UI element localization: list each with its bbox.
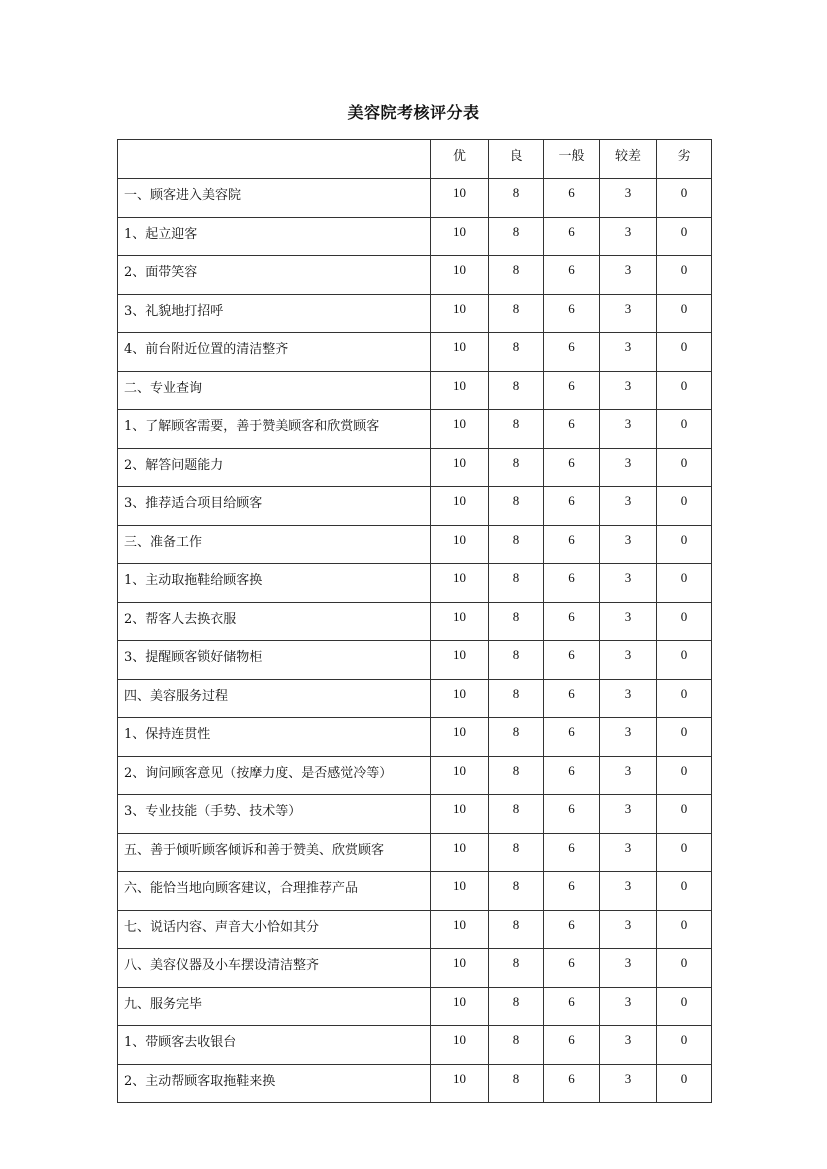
score-bad: 0 bbox=[657, 756, 712, 795]
score-bad: 0 bbox=[657, 564, 712, 603]
score-average: 6 bbox=[544, 371, 600, 410]
score-average: 6 bbox=[544, 333, 600, 372]
score-bad: 0 bbox=[657, 949, 712, 988]
score-excellent: 10 bbox=[431, 333, 489, 372]
table-body bbox=[118, 179, 712, 1103]
criterion-label: 1、保持连贯性 bbox=[118, 718, 431, 757]
table-row bbox=[118, 949, 712, 988]
table-row bbox=[118, 294, 712, 333]
score-excellent: 10 bbox=[431, 602, 489, 641]
score-good: 8 bbox=[489, 487, 544, 526]
score-average: 6 bbox=[544, 833, 600, 872]
score-good: 8 bbox=[489, 641, 544, 680]
score-poor: 3 bbox=[600, 564, 657, 603]
table-row bbox=[118, 448, 712, 487]
score-poor: 3 bbox=[600, 1026, 657, 1065]
criterion-label: 九、服务完毕 bbox=[118, 987, 431, 1026]
score-good: 8 bbox=[489, 371, 544, 410]
criterion-label: 五、善于倾听顾客倾诉和善于赞美、欣赏顾客 bbox=[118, 833, 431, 872]
score-average: 6 bbox=[544, 1064, 600, 1103]
score-excellent: 10 bbox=[431, 371, 489, 410]
score-poor: 3 bbox=[600, 448, 657, 487]
table-row bbox=[118, 641, 712, 680]
score-average: 6 bbox=[544, 1026, 600, 1065]
table-row bbox=[118, 833, 712, 872]
score-excellent: 10 bbox=[431, 525, 489, 564]
score-excellent: 10 bbox=[431, 718, 489, 757]
score-bad: 0 bbox=[657, 525, 712, 564]
score-average: 6 bbox=[544, 795, 600, 834]
table-row bbox=[118, 487, 712, 526]
score-excellent: 10 bbox=[431, 294, 489, 333]
header-item bbox=[118, 140, 431, 179]
score-good: 8 bbox=[489, 910, 544, 949]
score-poor: 3 bbox=[600, 371, 657, 410]
score-poor: 3 bbox=[600, 910, 657, 949]
score-excellent: 10 bbox=[431, 564, 489, 603]
score-bad: 0 bbox=[657, 987, 712, 1026]
criterion-label: 1、主动取拖鞋给顾客换 bbox=[118, 564, 431, 603]
score-excellent: 10 bbox=[431, 256, 489, 295]
score-bad: 0 bbox=[657, 217, 712, 256]
score-excellent: 10 bbox=[431, 1026, 489, 1065]
score-excellent: 10 bbox=[431, 487, 489, 526]
score-poor: 3 bbox=[600, 641, 657, 680]
criterion-label: 3、提醒顾客锁好储物柜 bbox=[118, 641, 431, 680]
score-average: 6 bbox=[544, 564, 600, 603]
table-row bbox=[118, 371, 712, 410]
score-excellent: 10 bbox=[431, 641, 489, 680]
score-poor: 3 bbox=[600, 987, 657, 1026]
score-poor: 3 bbox=[600, 179, 657, 218]
table-row bbox=[118, 410, 712, 449]
criterion-label: 2、面带笑容 bbox=[118, 256, 431, 295]
criterion-label: 1、带顾客去收银台 bbox=[118, 1026, 431, 1065]
table-row bbox=[118, 756, 712, 795]
score-average: 6 bbox=[544, 679, 600, 718]
table-row bbox=[118, 910, 712, 949]
header-bad: 劣 bbox=[657, 140, 712, 179]
table-row bbox=[118, 217, 712, 256]
score-excellent: 10 bbox=[431, 949, 489, 988]
score-good: 8 bbox=[489, 602, 544, 641]
score-average: 6 bbox=[544, 487, 600, 526]
score-average: 6 bbox=[544, 718, 600, 757]
score-excellent: 10 bbox=[431, 910, 489, 949]
header-good: 良 bbox=[489, 140, 544, 179]
criterion-label: 七、说话内容、声音大小恰如其分 bbox=[118, 910, 431, 949]
score-excellent: 10 bbox=[431, 217, 489, 256]
table-row bbox=[118, 256, 712, 295]
criterion-label: 二、专业查询 bbox=[118, 371, 431, 410]
score-average: 6 bbox=[544, 872, 600, 911]
score-excellent: 10 bbox=[431, 872, 489, 911]
score-good: 8 bbox=[489, 987, 544, 1026]
score-poor: 3 bbox=[600, 333, 657, 372]
score-average: 6 bbox=[544, 217, 600, 256]
score-bad: 0 bbox=[657, 1026, 712, 1065]
score-bad: 0 bbox=[657, 910, 712, 949]
score-good: 8 bbox=[489, 872, 544, 911]
score-poor: 3 bbox=[600, 410, 657, 449]
header-row bbox=[118, 140, 712, 179]
criterion-label: 八、美容仪器及小车摆设清洁整齐 bbox=[118, 949, 431, 988]
criterion-label: 3、专业技能（手势、技术等） bbox=[118, 795, 431, 834]
table-row bbox=[118, 679, 712, 718]
table-row bbox=[118, 564, 712, 603]
criterion-label: 2、帮客人去换衣服 bbox=[118, 602, 431, 641]
criterion-label: 4、前台附近位置的清洁整齐 bbox=[118, 333, 431, 372]
table-row bbox=[118, 872, 712, 911]
table-row bbox=[118, 795, 712, 834]
score-good: 8 bbox=[489, 1026, 544, 1065]
table-row bbox=[118, 333, 712, 372]
score-average: 6 bbox=[544, 448, 600, 487]
score-poor: 3 bbox=[600, 833, 657, 872]
score-good: 8 bbox=[489, 179, 544, 218]
score-excellent: 10 bbox=[431, 987, 489, 1026]
score-excellent: 10 bbox=[431, 679, 489, 718]
table-header bbox=[118, 140, 712, 179]
score-excellent: 10 bbox=[431, 448, 489, 487]
criterion-label: 一、顾客进入美容院 bbox=[118, 179, 431, 218]
score-average: 6 bbox=[544, 410, 600, 449]
score-good: 8 bbox=[489, 1064, 544, 1103]
score-good: 8 bbox=[489, 333, 544, 372]
score-average: 6 bbox=[544, 256, 600, 295]
score-poor: 3 bbox=[600, 718, 657, 757]
score-excellent: 10 bbox=[431, 795, 489, 834]
score-good: 8 bbox=[489, 756, 544, 795]
score-average: 6 bbox=[544, 641, 600, 680]
score-bad: 0 bbox=[657, 679, 712, 718]
score-good: 8 bbox=[489, 833, 544, 872]
criterion-label: 2、主动帮顾客取拖鞋来换 bbox=[118, 1064, 431, 1103]
header-excellent: 优 bbox=[431, 140, 489, 179]
score-bad: 0 bbox=[657, 333, 712, 372]
score-bad: 0 bbox=[657, 872, 712, 911]
criterion-label: 四、美容服务过程 bbox=[118, 679, 431, 718]
score-excellent: 10 bbox=[431, 756, 489, 795]
score-excellent: 10 bbox=[431, 1064, 489, 1103]
criterion-label: 1、了解顾客需要，善于赞美顾客和欣赏顾客 bbox=[118, 410, 431, 449]
score-poor: 3 bbox=[600, 949, 657, 988]
score-good: 8 bbox=[489, 564, 544, 603]
score-average: 6 bbox=[544, 949, 600, 988]
score-good: 8 bbox=[489, 949, 544, 988]
score-bad: 0 bbox=[657, 410, 712, 449]
score-bad: 0 bbox=[657, 448, 712, 487]
score-bad: 0 bbox=[657, 256, 712, 295]
score-good: 8 bbox=[489, 795, 544, 834]
score-average: 6 bbox=[544, 525, 600, 564]
score-bad: 0 bbox=[657, 294, 712, 333]
score-good: 8 bbox=[489, 294, 544, 333]
score-poor: 3 bbox=[600, 1064, 657, 1103]
table-row bbox=[118, 718, 712, 757]
score-excellent: 10 bbox=[431, 410, 489, 449]
score-bad: 0 bbox=[657, 602, 712, 641]
table-row bbox=[118, 987, 712, 1026]
score-bad: 0 bbox=[657, 371, 712, 410]
score-good: 8 bbox=[489, 256, 544, 295]
score-good: 8 bbox=[489, 217, 544, 256]
score-poor: 3 bbox=[600, 602, 657, 641]
table-row bbox=[118, 525, 712, 564]
criterion-label: 三、准备工作 bbox=[118, 525, 431, 564]
score-bad: 0 bbox=[657, 641, 712, 680]
score-poor: 3 bbox=[600, 294, 657, 333]
header-poor: 较差 bbox=[600, 140, 657, 179]
criterion-label: 2、询问顾客意见（按摩力度、是否感觉冷等） bbox=[118, 756, 431, 795]
score-poor: 3 bbox=[600, 795, 657, 834]
score-bad: 0 bbox=[657, 1064, 712, 1103]
score-average: 6 bbox=[544, 987, 600, 1026]
score-good: 8 bbox=[489, 448, 544, 487]
criterion-label: 1、起立迎客 bbox=[118, 217, 431, 256]
score-good: 8 bbox=[489, 525, 544, 564]
score-poor: 3 bbox=[600, 256, 657, 295]
score-poor: 3 bbox=[600, 756, 657, 795]
score-bad: 0 bbox=[657, 833, 712, 872]
table-row bbox=[118, 1026, 712, 1065]
score-average: 6 bbox=[544, 294, 600, 333]
score-good: 8 bbox=[489, 410, 544, 449]
score-good: 8 bbox=[489, 718, 544, 757]
score-bad: 0 bbox=[657, 179, 712, 218]
score-poor: 3 bbox=[600, 217, 657, 256]
score-average: 6 bbox=[544, 602, 600, 641]
criterion-label: 2、解答问题能力 bbox=[118, 448, 431, 487]
score-bad: 0 bbox=[657, 795, 712, 834]
score-poor: 3 bbox=[600, 872, 657, 911]
document-title: 美容院考核评分表 bbox=[347, 103, 480, 122]
score-bad: 0 bbox=[657, 487, 712, 526]
score-bad: 0 bbox=[657, 718, 712, 757]
criterion-label: 3、礼貌地打招呼 bbox=[118, 294, 431, 333]
score-poor: 3 bbox=[600, 525, 657, 564]
table-row bbox=[118, 179, 712, 218]
score-poor: 3 bbox=[600, 487, 657, 526]
score-excellent: 10 bbox=[431, 179, 489, 218]
score-average: 6 bbox=[544, 756, 600, 795]
criterion-label: 六、能恰当地向顾客建议，合理推荐产品 bbox=[118, 872, 431, 911]
score-average: 6 bbox=[544, 910, 600, 949]
score-average: 6 bbox=[544, 179, 600, 218]
score-poor: 3 bbox=[600, 679, 657, 718]
score-table bbox=[117, 139, 712, 1103]
score-good: 8 bbox=[489, 679, 544, 718]
header-average: 一般 bbox=[544, 140, 600, 179]
table-row bbox=[118, 1064, 712, 1103]
table-row bbox=[118, 602, 712, 641]
criterion-label: 3、推荐适合项目给顾客 bbox=[118, 487, 431, 526]
score-excellent: 10 bbox=[431, 833, 489, 872]
